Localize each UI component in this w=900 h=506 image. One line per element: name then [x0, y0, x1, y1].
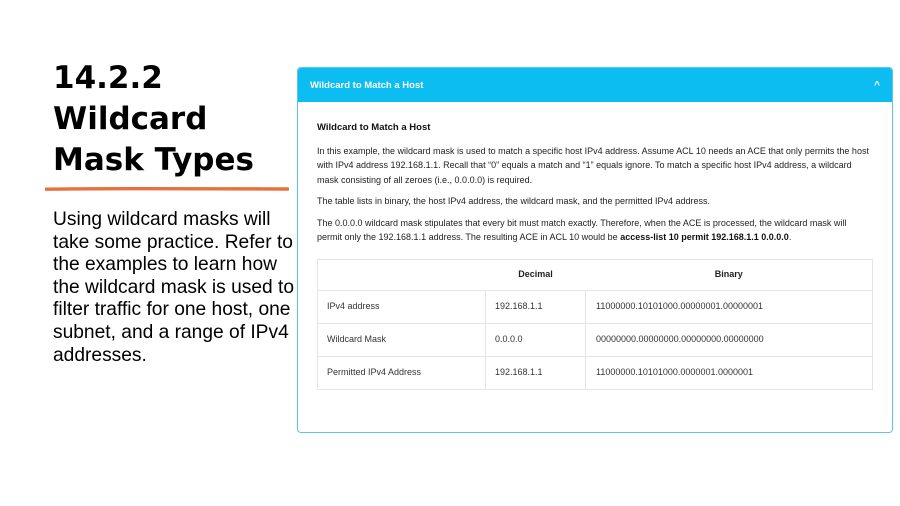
accordion-header-label: Wildcard to Match a Host	[310, 79, 424, 91]
row-binary: 00000000.00000000.00000000.00000000	[586, 323, 873, 356]
row-label: Permitted IPv4 Address	[318, 356, 486, 389]
table-row	[318, 323, 873, 356]
table-header-empty	[318, 259, 486, 290]
accordion-content	[298, 102, 892, 390]
chevron-up-icon[interactable]: ^	[874, 79, 880, 91]
row-decimal: 192.168.1.1	[486, 356, 586, 389]
table-header-binary: Binary	[714, 269, 743, 280]
row-binary: 11000000.10101000.0000001.0000001	[586, 356, 873, 389]
row-binary: 11000000.10101000.00000001.00000001	[586, 290, 873, 323]
table-row	[318, 356, 873, 389]
paragraph-result	[317, 216, 873, 245]
row-label: Wildcard Mask	[318, 323, 486, 356]
content-subtitle: Wildcard to Match a Host	[317, 122, 431, 133]
row-decimal: 192.168.1.1	[486, 290, 586, 323]
accordion-header[interactable]	[298, 68, 892, 102]
slide-title-line: 14.2.2	[53, 60, 163, 96]
row-decimal: 0.0.0.0	[486, 323, 586, 356]
paragraph-intro: In this example, the wildcard mask is used to match a specific host IPv4 address. Assume ACL 10 needs an ACE that only permits the host with IPv4 address 192.168.1.1. Recall that “0” equals a match and “1” equals ignore. To match a specific host IPv4 address, a wildcard mask consisting of all zeroes (i.e., 0.0.0.0) is required.	[317, 145, 869, 185]
row-label: IPv4 address	[318, 290, 486, 323]
slide-title-line: Wildcard	[53, 101, 208, 137]
slide-title-line: Mask Types	[53, 142, 254, 178]
result-end: .	[788, 232, 792, 242]
title-underline	[45, 186, 289, 192]
paragraph-table-desc: The table lists in binary, the host IPv4 address, the wildcard mask, and the permitted IPv4 address.	[317, 196, 711, 206]
slide-body-text: Using wildcard masks will take some practice. Refer to the examples to learn how the wildcard mask is used to filter traffic for one host, one subnet, and a range of IPv4 addresses.	[53, 209, 295, 366]
slide-title	[53, 58, 293, 181]
table-header-row	[318, 259, 873, 290]
wildcard-table	[317, 259, 873, 390]
accordion-panel	[297, 67, 893, 433]
table-header-decimal: Decimal	[518, 269, 553, 280]
table-row	[318, 290, 873, 323]
result-text: The 0.0.0.0 wildcard mask stipulates that every bit must match exactly. Therefore, when the ACE is processed, the wildcard mask will permit only the 192.168.1.1 address. The resulting ACE in ACL 10 would be	[317, 217, 847, 242]
acl-command: access-list 10 permit 192.168.1.1 0.0.0.0	[620, 232, 789, 242]
